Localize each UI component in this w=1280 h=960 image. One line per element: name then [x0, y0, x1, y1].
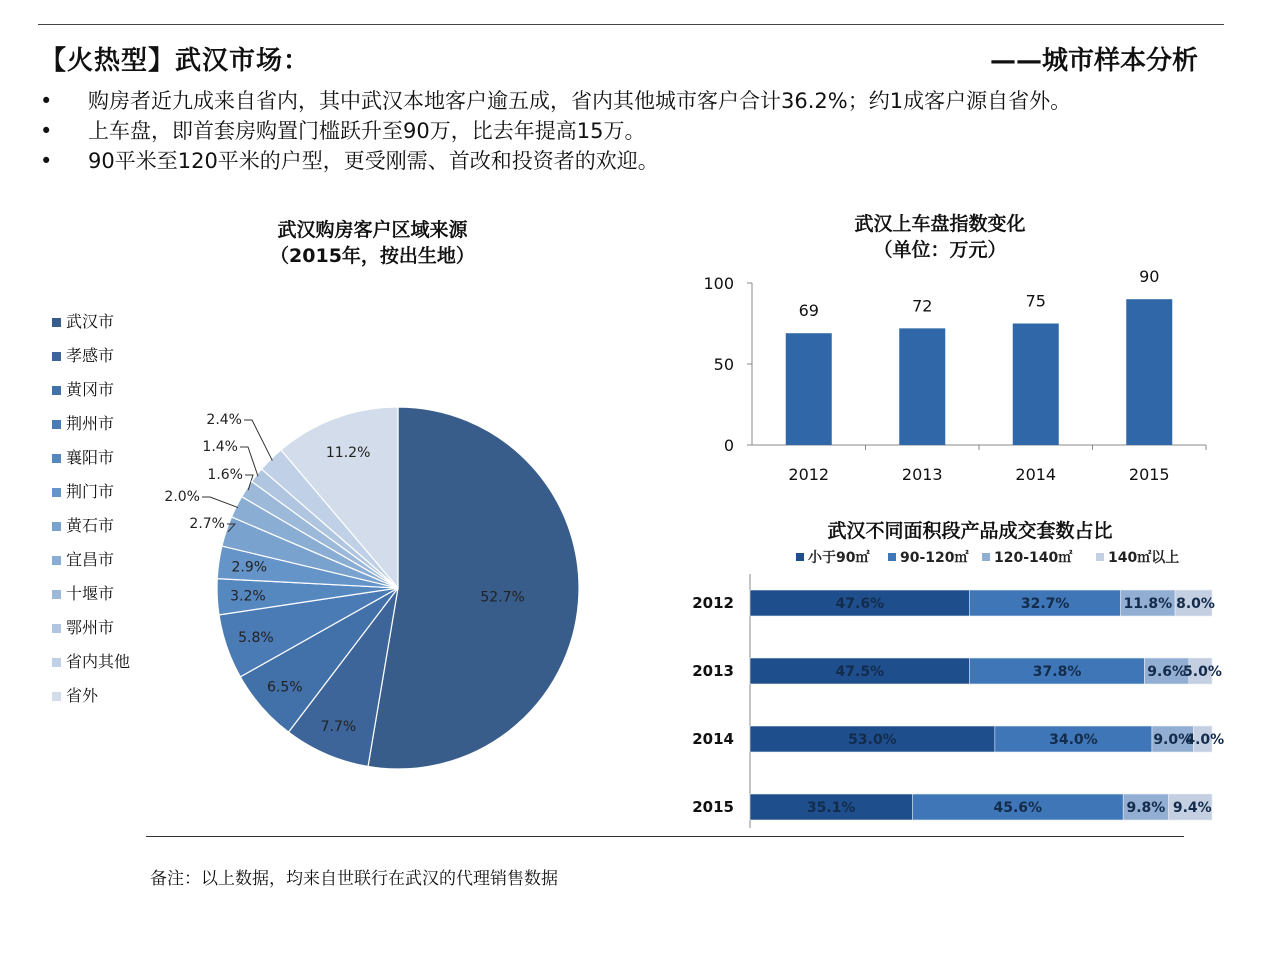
pie-data-label: 1.4% — [202, 439, 238, 455]
bar-subtitle: （单位：万元） — [873, 239, 1007, 261]
legend-label: 小于90㎡ — [808, 550, 870, 566]
stacked-data-label: 37.8% — [1032, 664, 1082, 680]
pie-data-label: 2.7% — [189, 516, 225, 532]
legend-label: 孝感市 — [66, 346, 115, 365]
legend-label: 襄阳市 — [66, 448, 115, 467]
y-tick-label: 100 — [703, 274, 734, 293]
y-tick-label: 2015 — [692, 798, 734, 816]
legend-label: 省内其他 — [66, 652, 131, 671]
legend-label: 宜昌市 — [66, 550, 115, 569]
pie-data-label: 11.2% — [325, 445, 371, 462]
bullet-item: • 购房者近九成来自省内，其中武汉本地客户逾五成，省内其他城市客户合计36.2%；约1成客户源自省外。 — [40, 86, 1210, 116]
stacked-data-label: 4.0% — [1185, 732, 1225, 748]
page-subtitle: ——城市样本分析 — [989, 46, 1198, 76]
legend-label: 鄂州市 — [66, 618, 115, 637]
pie-chart-title — [200, 217, 545, 269]
pie-slice — [368, 407, 579, 769]
legend-swatch — [888, 553, 896, 561]
legend-label: 90-120㎡ — [900, 550, 969, 566]
pie-data-label: 3.2% — [230, 588, 266, 605]
bullet-item: • 90平米至120平米的户型，更受刚需、首改和投资者的欢迎。 — [40, 146, 1210, 176]
stacked-data-label: 5.0% — [1183, 664, 1222, 680]
legend-swatch — [1096, 553, 1104, 561]
pie-data-label: 2.4% — [206, 412, 242, 428]
legend-label: 黄石市 — [66, 516, 115, 535]
legend-swatch — [796, 553, 804, 561]
bar-data-label: 75 — [1025, 291, 1046, 311]
stacked-data-label: 32.7% — [1020, 596, 1070, 612]
pie-data-label: 1.6% — [207, 467, 243, 483]
stacked-data-label: 53.0% — [848, 732, 897, 748]
pie-data-label: 7.7% — [320, 718, 357, 735]
stacked-data-label: 47.6% — [835, 596, 885, 612]
x-tick-label: 2012 — [788, 465, 830, 484]
bottom-rule — [146, 836, 1184, 837]
legend-swatch — [982, 553, 990, 561]
bar-data-label: 72 — [912, 296, 933, 316]
legend-label: 荆门市 — [66, 482, 115, 501]
stacked-data-label: 47.5% — [835, 664, 885, 680]
stacked-data-label: 9.4% — [1172, 800, 1212, 816]
bar-title: 武汉上车盘指数变化 — [854, 213, 1026, 235]
y-tick-label: 2012 — [692, 594, 734, 612]
y-tick-label: 50 — [713, 355, 734, 374]
legend-label: 武汉市 — [66, 312, 115, 331]
legend-label: 黄冈市 — [66, 380, 115, 399]
x-tick-label: 2013 — [901, 465, 943, 484]
stacked-data-label: 8.0% — [1176, 596, 1215, 612]
y-tick-label: 2013 — [692, 662, 734, 680]
stacked-bar-chart — [690, 540, 1270, 830]
stacked-data-label: 9.0% — [1153, 732, 1193, 748]
bar-data-label: 90 — [1139, 267, 1160, 287]
footnote: 备注：以上数据，均来自世联行在武汉的代理销售数据 — [150, 869, 558, 889]
pie-data-label: 6.5% — [266, 679, 303, 696]
pie-data-label: 2.0% — [164, 489, 200, 505]
stacked-data-label: 9.8% — [1126, 800, 1166, 816]
stacked-data-label: 9.6% — [1147, 664, 1187, 680]
x-tick-label: 2014 — [1015, 465, 1057, 484]
bar — [1013, 324, 1059, 446]
pie-subtitle: （2015年，按出生地） — [270, 245, 475, 267]
page-title: 【火热型】武汉市场： — [40, 46, 311, 76]
pie-data-label: 5.8% — [238, 629, 274, 646]
pie-leader-line — [202, 497, 238, 508]
stacked-data-label: 34.0% — [1049, 732, 1098, 748]
bar-chart — [690, 265, 1250, 505]
pie-data-label: 2.9% — [231, 559, 268, 576]
pie-leader-line — [244, 420, 272, 461]
legend-label: 十堰市 — [66, 584, 115, 603]
bar — [786, 333, 832, 445]
top-rule — [38, 24, 1224, 25]
y-tick-label: 0 — [723, 436, 734, 455]
stacked-data-label: 35.1% — [806, 800, 856, 816]
bullet-item: • 上车盘，即首套房购置门槛跃升至90万，比去年提高15万。 — [40, 116, 1210, 146]
stacked-data-label: 45.6% — [993, 800, 1043, 816]
bullet-list — [40, 86, 1210, 176]
bar-data-label: 69 — [798, 301, 819, 321]
stacked-chart-title: 武汉不同面积段产品成交套数占比 — [827, 520, 1113, 542]
legend-label: 140㎡以上 — [1108, 550, 1180, 566]
legend-label: 省外 — [66, 686, 99, 705]
pie-title: 武汉购房客户区域来源 — [277, 219, 468, 241]
bar — [899, 328, 945, 445]
pie-data-label: 52.7% — [480, 589, 525, 606]
legend-label: 荆州市 — [66, 414, 115, 433]
legend-label: 120-140㎡ — [994, 550, 1073, 566]
stacked-data-label: 11.8% — [1123, 596, 1173, 612]
bar — [1126, 299, 1172, 445]
x-tick-label: 2015 — [1128, 465, 1170, 484]
bar-chart-title — [760, 211, 1120, 263]
y-tick-label: 2014 — [692, 730, 734, 748]
